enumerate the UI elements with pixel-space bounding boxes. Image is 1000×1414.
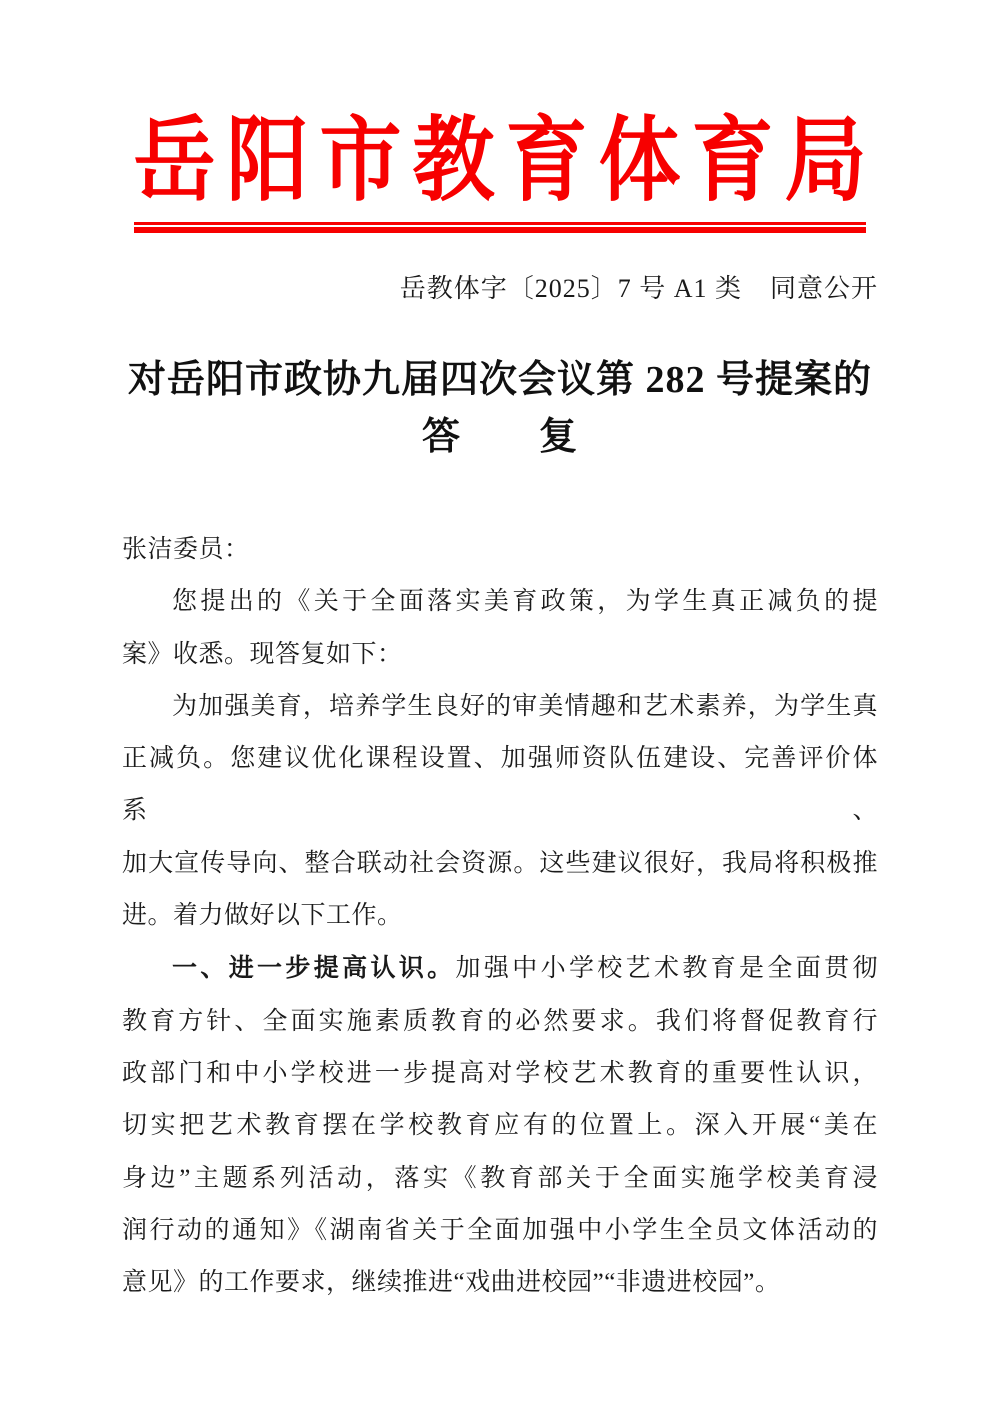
- section-heading: 一、进一步提高认识。: [172, 954, 456, 983]
- red-divider-line: [134, 222, 866, 233]
- body-line: 政部门和中小学校进一步提高对学校艺术教育的重要性认识，: [122, 1059, 878, 1087]
- body-line: 正减负。您建议优化课程设置、加强师资队伍建设、完善评价体系、: [122, 745, 878, 825]
- body-line-text: 加强中小学校艺术教育是全面贯彻: [455, 955, 878, 983]
- body-line: 润行动的通知》《湖南省关于全面加强中小学生全员文体活动的: [122, 1216, 878, 1244]
- body-line: 为加强美育，培养学生良好的审美情趣和艺术素养，为学生真: [172, 692, 878, 720]
- body-line: [122, 942, 878, 995]
- body-line: 意见》的工作要求，继续推进“戏曲进校园”“非遗进校园”。: [122, 1269, 781, 1297]
- salutation: 张洁委员：: [122, 536, 250, 563]
- body-line: 身边”主题系列活动，落实《教育部关于全面实施学校美育浸: [122, 1164, 878, 1192]
- letterhead-org-name: 岳阳市教育体育局: [133, 110, 878, 213]
- body-line: 切实把艺术教育摆在学校教育应有的位置上。深入开展“美在: [122, 1112, 878, 1140]
- document-title-line1: 对岳阳市政协九届四次会议第 282 号提案的: [127, 359, 872, 401]
- document-title-line2: 答 复: [421, 416, 578, 458]
- doc-number-row: [400, 272, 878, 306]
- body-line: 加大宣传导向、整合联动社会资源。这些建议很好，我局将积极推: [122, 849, 878, 877]
- document-body: [122, 524, 878, 1309]
- body-line: 教育方针、全面实施素质教育的必然要求。我们将督促教育行: [122, 1007, 878, 1035]
- document-title: [0, 352, 1000, 466]
- body-line: 您提出的《关于全面落实美育政策，为学生真正减负的提: [172, 588, 878, 616]
- body-line: 案》收悉。现答复如下：: [122, 640, 403, 668]
- body-line: 进。着力做好以下工作。: [122, 902, 403, 930]
- doc-number: 岳教体字〔2025〕7 号 A1 类: [399, 274, 742, 303]
- publicity-status: 同意公开: [769, 274, 878, 303]
